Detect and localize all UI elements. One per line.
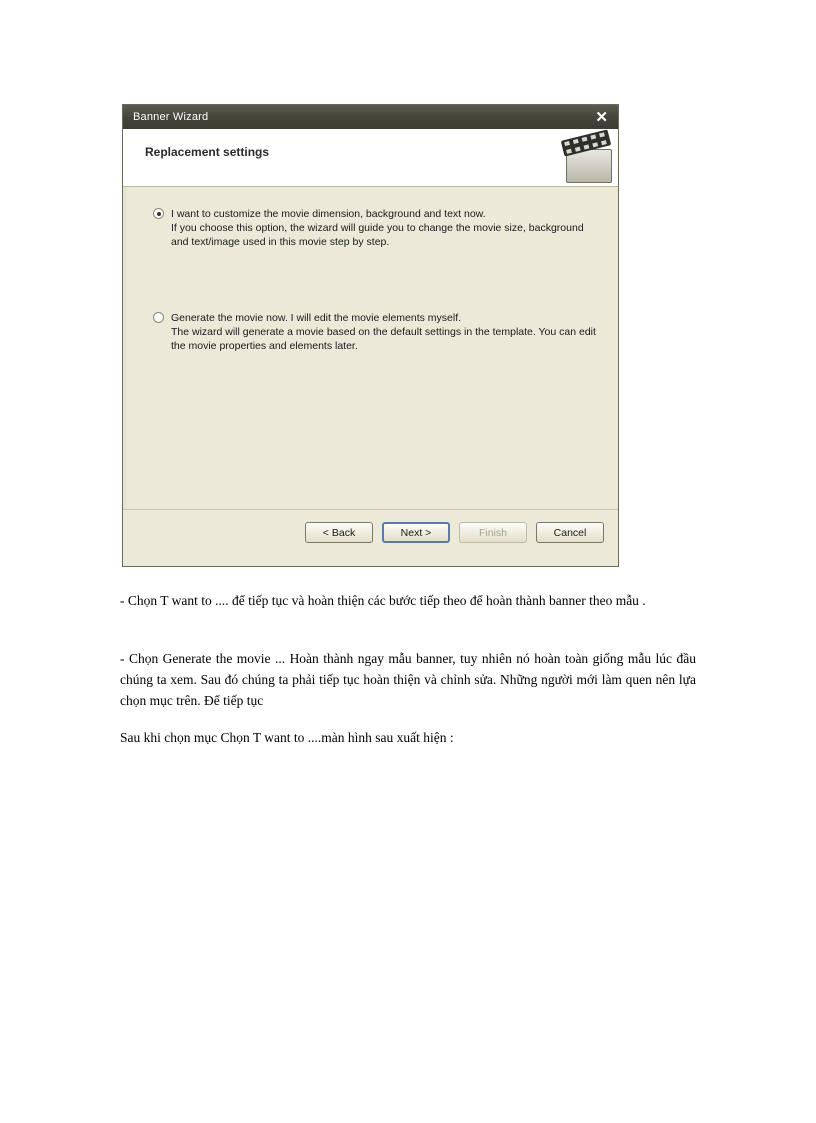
next-button[interactable]: Next > xyxy=(382,522,450,543)
option-generate[interactable] xyxy=(153,311,598,353)
dialog-button-row xyxy=(305,522,604,543)
option-generate-description: The wizard will generate a movie based on the default settings in the template. You can edit the movie properties and elements later. xyxy=(171,326,596,352)
paragraph-1: - Chọn T want to .... để tiếp tục và hoàn thiện các bước tiếp theo để hoàn thành banner theo mẫu . xyxy=(120,593,646,608)
option-customize[interactable] xyxy=(153,207,598,249)
radio-generate[interactable] xyxy=(153,312,164,323)
finish-button: Finish xyxy=(459,522,527,543)
option-generate-label: Generate the movie now. I will edit the movie elements myself. xyxy=(171,312,462,324)
dialog-header xyxy=(123,129,618,187)
cancel-button[interactable]: Cancel xyxy=(536,522,604,543)
option-customize-label: I want to customize the movie dimension, background and text now. xyxy=(171,208,486,220)
paragraph-2: - Chọn Generate the movie ... Hoàn thành ngay mẫu banner, tuy nhiên nó hoàn toàn giống mẫu lúc đầu chúng ta xem. Sau đó chúng ta phải tiếp tục hoàn thiện và chỉnh sửa. Những người mới làm quen nên lựa chọn mục trên. Để tiếp tục xyxy=(120,651,696,708)
dialog-titlebar[interactable] xyxy=(123,105,618,129)
close-icon[interactable]: ✕ xyxy=(595,108,608,126)
radio-customize[interactable] xyxy=(153,208,164,219)
banner-wizard-dialog xyxy=(122,104,619,567)
dialog-title: Banner Wizard xyxy=(133,111,209,123)
back-button[interactable]: < Back xyxy=(305,522,373,543)
options-group xyxy=(153,207,598,415)
option-customize-description: If you choose this option, the wizard will guide you to change the movie size, background and text/image used in this movie step by step. xyxy=(171,222,584,248)
options-panel xyxy=(123,187,618,534)
paragraph-3: Sau khi chọn mục Chọn T want to ....màn hình sau xuất hiện : xyxy=(120,730,454,745)
film-clapper-icon xyxy=(560,135,618,185)
page-title: Replacement settings xyxy=(145,145,270,159)
dialog-footer xyxy=(123,509,618,566)
